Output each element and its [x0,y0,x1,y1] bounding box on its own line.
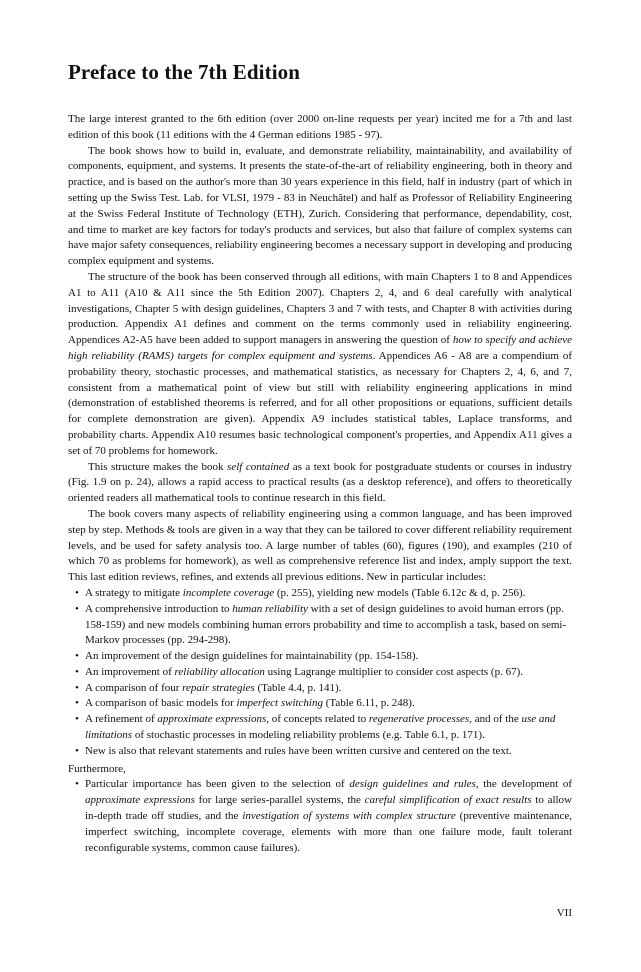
emphasis-text: how to specify and achieve high reliability (RAMS) targets for complex equipment and systems [68,334,572,362]
paragraph-self-contained: This structure makes the book self contained as a text book for postgraduate students or courses in industry (Fig. 1.9 on p. 24), allows a rapid access to practical results (as a desktop reference), and offers to theoretically oriented readers all mathematical tools to continue research in this field. [68,460,573,505]
list-item: • An improvement of reliability allocation using Lagrange multiplier to consider cost aspects (p. 67). [68,665,572,681]
list-item: • A comparison of basic models for imperfect switching (Table 6.11, p. 248). [68,696,572,712]
list-item: • A comprehensive introduction to human reliability with a set of design guidelines to avoid human errors (pp. 158-159) and new models combining human errors probability and time to accomplish a task, based on semi-Markov processes (pp. 294-298). [68,602,572,649]
list-item: • A strategy to mitigate incomplete coverage (p. 255), yielding new models (Table 6.12c & d, p. 256). [68,586,572,602]
paragraph-intro: The large interest granted to the 6th edition (over 2000 on-line requests per year) incited me for a 7th and last edition of this book (11 editions with the 4 German editions 1985 - 97). [68,113,572,141]
list-item: • New is also that relevant statements and rules have been written cursive and centered on the text. [68,744,572,760]
page-number: VII [556,907,572,919]
new-items-list [68,586,572,760]
list-item: • A refinement of approximate expressions, of concepts related to regenerative processes, and of the use and limitations of stochastic processes in modeling reliability problems (e.g. Table 6.1, p. 171). [68,712,572,744]
emphasis-text: self contained [227,460,290,473]
list-item: • A comparison of four repair strategies (Table 4.4, p. 141). [68,681,572,697]
paragraph-furthermore: Furthermore, [68,762,126,775]
document-page [68,0,572,972]
paragraph-scope: The book shows how to build in, evaluate, and demonstrate reliability, maintainability, and availability of components, equipment, and systems. It presents the state-of-the-art of reliability engineering, both in theory and practice, and is based on the author's more than 30 years experience in this field, half in industry (part of which in setting up the Swiss Test. Lab. for VLSI, 1979 - 83 in Neuchâtel) and half as Professor of Reliability Engineering at the Swiss Federal Institute of Technology (ETH), Zurich. Considering that performance, dependability, cost, and time to market are key factors for today's products and services, but also that failure of complex systems can have major safety consequences, reliability engineering becomes a necessary support in developing and producing complex equipment and systems. [68,144,572,268]
further-items-list [68,777,572,856]
paragraph-structure: The structure of the book has been conserved through all editions, with main Chapters 1 to 8 and Appendices A1 to A11 (A10 & A11 since the 5th Edition 2007). Chapters 2, 4, and 6 deal carefully with analytical investigations, Chapter 5 with design guidelines, Chapters 3 and 7 with tests, and Chapter 8 with activities during production. Appendix A1 defines and comment on the terms commonly used in reliability engineering. Appendices A2-A5 have been added to support managers in answering the question of how to specify and achieve high reliability (RAMS) targets for complex equipment and systems. Appendices A6 - A8 are a compendium of probability theory, stochastic processes, and mathematical statistics, as necessary for Chapters 2, 4, 6, and 7, consistent from a mathematical point of view but still with reliability engineering applications in mind (demonstration of established theorems is referred, and for all other propositions or equations, sufficient details for complete demonstration are given). Appendix A9 includes statistical tables, Laplace transforms, and probability charts. Appendix A10 resumes basic technological component's properties, and Appendix A11 gives a set of 70 problems for homework. [68,270,572,457]
list-item: • Particular importance has been given to the selection of design guidelines and rules, the development of approximate expressions for large series-parallel systems, the careful simplification of exact results to allow in-depth trade off studies, and the investigation of systems with complex structure (preventive maintenance, imperfect switching, incomplete coverage, elements with more than one failure mode, fault tolerant reconfigurable systems, common cause failures). [68,777,572,856]
preface-body [68,112,572,856]
page-title: Preface to the 7th Edition [68,60,301,84]
paragraph-coverage: The book covers many aspects of reliability engineering using a common language, and has been improved step by step. Methods & tools are given in a way that they can be tailored to cover different reliability requirement levels, and be used for safety analysis too. A large number of tables (60), figures (190), and examples (210 of which 70 as problems for homework), as well as comprehensive reference list and index, amply support the text. This last edition reviews, refines, and extends all previous editions. New in particular includes: [68,507,572,584]
list-item: • An improvement of the design guidelines for maintainability (pp. 154-158). [68,649,572,665]
